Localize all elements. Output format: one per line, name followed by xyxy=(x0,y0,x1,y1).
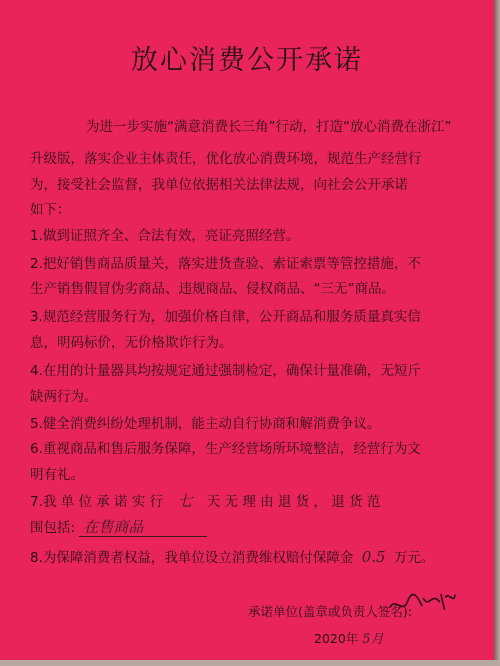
item-7-scope-label: 围包括: xyxy=(30,520,76,536)
paper-right-edge xyxy=(494,0,500,666)
item-3-line-2: 息，明码标价，无价格欺诈行为。 xyxy=(30,335,233,351)
item-2-line-2: 生产销售假冒伪劣商品、违规商品、侵权商品、“三无”商品。 xyxy=(30,281,395,297)
handwritten-signature xyxy=(387,586,460,624)
intro-line-1: 为进一步实施“满意消费长三角”行动，打造“放心消费在浙江” xyxy=(86,119,452,135)
intro-line-3: 为，接受社会监督，我单位依据相关法律法规，向社会公开承诺 xyxy=(30,177,408,193)
item-8-line-1 xyxy=(30,548,470,567)
item-1-line-1: 1.做到证照齐全、合法有效，亮证亮照经营。 xyxy=(30,228,300,244)
item-4-line-2: 缺两行为。 xyxy=(30,389,98,405)
item-7-scope-handwritten: 在售商品 xyxy=(79,518,207,537)
item-7-middle: 天 无 理 由 退 货 ， 退 货 范 xyxy=(206,494,381,510)
item-7-prefix: 7.我 单 位 承 诺 实 行 xyxy=(30,494,164,510)
item-8-amount-handwritten: 0.5 xyxy=(361,548,386,566)
item-6-line-2: 明有礼。 xyxy=(30,467,84,483)
item-2-line-1: 2.把好销售商品质量关，落实进货查验、索证索票等管控措施，不 xyxy=(30,256,421,272)
item-7-line-2 xyxy=(30,518,470,537)
item-8-prefix: 8.为保障消费者权益，我单位设立消费维权赔付保障金 xyxy=(30,550,354,566)
item-7-line-1 xyxy=(30,492,470,511)
item-4-line-1: 4.在用的计量器具均按规定通过强制检定，确保计量准确，无短斤 xyxy=(30,363,421,379)
signatory-label: 承诺单位(盖章或负责人签名): xyxy=(248,604,412,619)
date-printed: 2020年 xyxy=(314,631,359,646)
item-6-line-1: 6.重视商品和售后服务保障，生产经营场所环境整洁，经营行为文 xyxy=(30,441,421,457)
item-3-line-1: 3.规范经营服务行为，加强价格自律，公开商品和服务质量真实信 xyxy=(30,309,421,325)
intro-line-4: 如下： xyxy=(30,202,71,218)
item-8-suffix: 万元。 xyxy=(393,550,435,566)
item-7-days-handwritten: 七 xyxy=(177,492,193,510)
item-5-line-1: 5.健全消费纠纷处理机制，能主动自行协商和解消费争议。 xyxy=(30,416,381,432)
signature-scribble xyxy=(387,586,459,619)
intro-line-2: 升级版，落实企业主体责任，优化放心消费环境，规范生产经营行 xyxy=(30,151,422,167)
date-line xyxy=(314,628,384,647)
paper-bottom-edge xyxy=(0,660,500,666)
document-title: 放心消费公开承诺 xyxy=(131,45,363,76)
date-month-handwritten: 5月 xyxy=(362,632,384,647)
